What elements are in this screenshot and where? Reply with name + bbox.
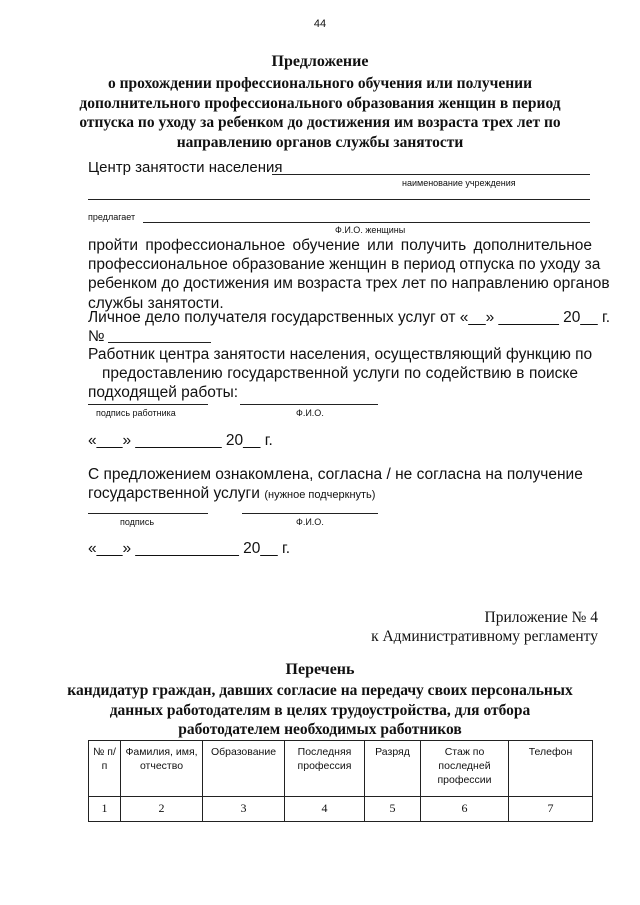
consent-signature-line [88, 513, 208, 514]
column-header: Фамилия, имя, отчество [121, 741, 203, 797]
list-subtitle-line: кандидатур граждан, давших согласие на передачу своих персональных [67, 682, 573, 699]
worker-text-line: подходящей работы: [88, 384, 239, 402]
consent-note: (нужное подчеркнуть) [264, 489, 376, 501]
worker-text [88, 345, 592, 403]
proposal-subtitle [40, 74, 600, 152]
appendix-reference [300, 608, 598, 646]
center-name-line-2 [88, 199, 590, 200]
center-name-line [272, 174, 590, 175]
offer-body [88, 236, 610, 313]
worker-fio-line [240, 404, 378, 405]
worker-fio-caption: Ф.И.О. [296, 408, 324, 418]
column-header: Последняя профессия [285, 741, 365, 797]
center-caption: наименование учреждения [402, 178, 516, 188]
list-title: Перечень [285, 661, 355, 678]
consent-fio-line [242, 513, 378, 514]
column-number: 1 [89, 797, 121, 822]
column-header: № п/п [89, 741, 121, 797]
offers-label: предлагает [88, 212, 136, 222]
column-header: Стаж по последней профессии [421, 741, 509, 797]
offer-body-line: ребенком до достижения им возраста трех лет по направлению органов [88, 275, 610, 293]
worker-sign-caption: подпись работника [96, 408, 176, 418]
list-subtitle-line: данных работодателям в целях трудоустройства, для отбора [109, 701, 531, 719]
worker-text-line: предоставлению государственной услуги по содействию в поиске [102, 365, 578, 383]
page-number: 44 [313, 18, 327, 30]
file-number-line [108, 342, 211, 343]
column-number: 4 [285, 797, 365, 822]
worker-text-line: Работник центра занятости населения, осуществляющий функцию по [88, 346, 593, 363]
consent-line: С предложением ознакомлена, согласна / не согласна на получение [88, 466, 583, 483]
list-subtitle [40, 681, 600, 740]
proposal-subtitle-line: о прохождении профессионального обучения или получении [107, 75, 533, 92]
table-header-row [89, 741, 593, 797]
proposal-subtitle-line: дополнительного профессионального образования женщин в период [79, 94, 561, 112]
offers-caption: Ф.И.О. женщины [335, 225, 406, 235]
column-header: Телефон [509, 741, 593, 797]
date-line-1: «___» __________ 20__ г. [88, 432, 273, 449]
column-number: 5 [365, 797, 421, 822]
consent-line-2 [88, 485, 375, 503]
offer-body-line: профессиональное образование женщин в период отпуска по уходу за [88, 256, 601, 274]
column-number: 7 [509, 797, 593, 822]
table-row [89, 797, 593, 822]
consent-sign-caption: подпись [120, 517, 155, 527]
proposal-title: Предложение [271, 53, 369, 70]
column-number: 2 [121, 797, 203, 822]
appendix-line: к Административному регламенту [371, 628, 598, 645]
proposal-subtitle-line: отпуска по уходу за ребенком до достижения им возраста трех лет по [79, 114, 561, 131]
number-sign: № [88, 328, 105, 345]
column-number: 6 [421, 797, 509, 822]
proposal-subtitle-line: направлению органов службы занятости [176, 133, 464, 151]
candidates-table [88, 740, 593, 822]
column-header: Образование [203, 741, 285, 797]
date-line-2: «___» ____________ 20__ г. [88, 540, 291, 557]
woman-name-line [143, 222, 590, 223]
consent-fio-caption: Ф.И.О. [296, 517, 324, 527]
center-label: Центр занятости населения [88, 159, 283, 176]
offer-body-line: службы занятости. [88, 294, 224, 312]
offer-body-line: пройти профессиональное обучение или получить дополнительное [88, 237, 592, 254]
appendix-line: Приложение № 4 [484, 609, 598, 626]
consent-text: государственной услуги [88, 485, 260, 502]
column-header: Разряд [365, 741, 421, 797]
column-number: 3 [203, 797, 285, 822]
worker-signature-line [88, 404, 208, 405]
personal-file-line: Личное дело получателя государственных услуг от «__» _______ 20__ г. [88, 309, 611, 326]
list-subtitle-line: работодателем необходимых работников [178, 721, 462, 738]
